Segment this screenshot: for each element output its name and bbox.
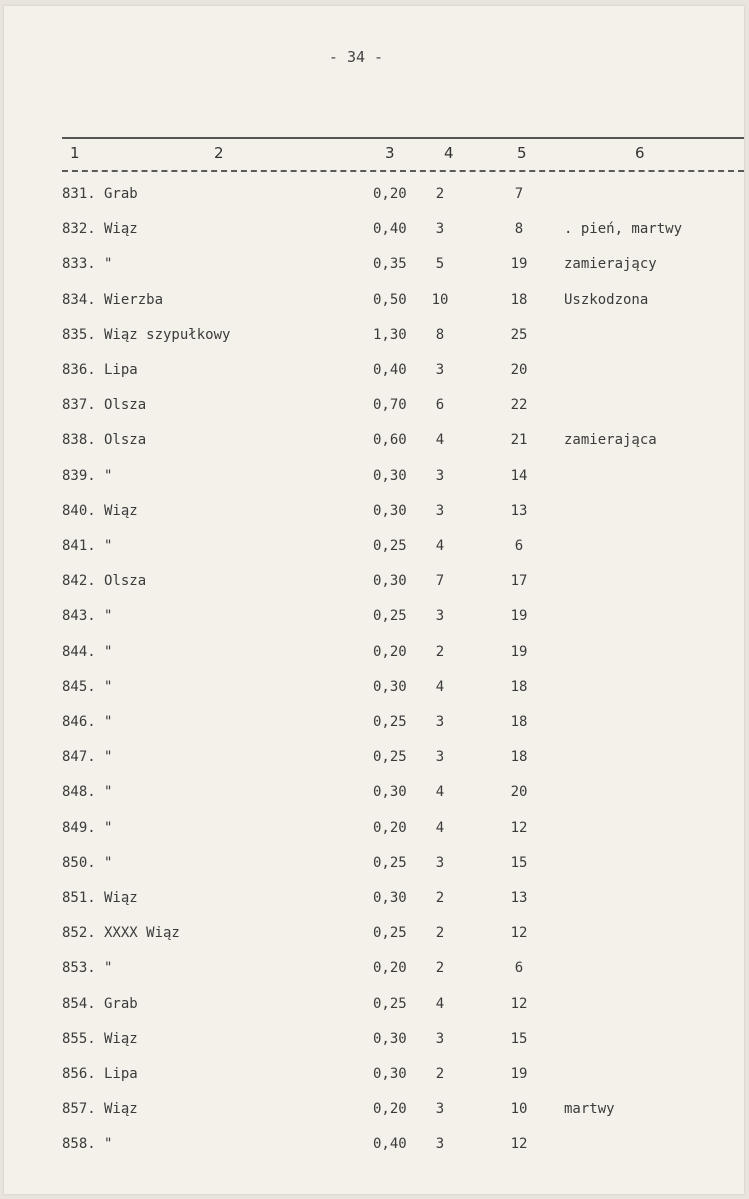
species-name: " bbox=[104, 608, 113, 625]
header-col-1: 1 bbox=[70, 144, 80, 162]
species-name: Olsza bbox=[104, 432, 147, 449]
species-name: " bbox=[104, 960, 113, 977]
row-number: 848. bbox=[62, 784, 96, 801]
height-value: 3 bbox=[435, 1030, 445, 1047]
table-row bbox=[4, 855, 744, 890]
diameter-value: 0,25 bbox=[373, 538, 407, 554]
row-number: 844. bbox=[62, 643, 96, 660]
species-name: " bbox=[104, 749, 113, 766]
age-value: 7 bbox=[514, 186, 524, 202]
row-number: 851. bbox=[62, 890, 96, 906]
age-value: 20 bbox=[510, 362, 528, 378]
age-value: 12 bbox=[510, 819, 528, 836]
age-value: 6 bbox=[514, 538, 524, 554]
diameter-value: 0,25 bbox=[373, 854, 407, 871]
table-row bbox=[4, 820, 744, 855]
height-value: 7 bbox=[435, 573, 445, 590]
table-row bbox=[4, 644, 744, 679]
table-row bbox=[4, 890, 744, 925]
row-number: 834. bbox=[62, 291, 96, 308]
table-row bbox=[4, 186, 744, 221]
height-value: 3 bbox=[435, 362, 445, 378]
height-value: 2 bbox=[435, 925, 445, 942]
table-row bbox=[4, 1101, 744, 1136]
row-number: 857. bbox=[62, 1101, 96, 1118]
table-row bbox=[4, 538, 744, 573]
age-value: 25 bbox=[510, 326, 528, 343]
species-name: XXXX Wiąz bbox=[104, 925, 180, 942]
age-value: 13 bbox=[510, 890, 528, 906]
species-name: Lipa bbox=[104, 1066, 138, 1082]
height-value: 8 bbox=[435, 326, 445, 343]
table-row bbox=[4, 960, 744, 995]
age-value: 14 bbox=[510, 467, 528, 484]
row-number: 854. bbox=[62, 995, 96, 1012]
species-name: " bbox=[104, 678, 113, 695]
species-name: " bbox=[104, 1136, 113, 1153]
species-name: " bbox=[104, 854, 113, 871]
height-value: 2 bbox=[435, 960, 445, 977]
table-row bbox=[4, 784, 744, 819]
height-value: 3 bbox=[435, 714, 445, 730]
species-name: Wiąz bbox=[104, 221, 138, 238]
table-row bbox=[4, 749, 744, 784]
row-number: 835. bbox=[62, 326, 96, 343]
table-row bbox=[4, 1066, 744, 1101]
age-value: 10 bbox=[510, 1101, 528, 1118]
table-header-rule bbox=[62, 170, 744, 172]
table-row bbox=[4, 679, 744, 714]
species-name: Grab bbox=[104, 995, 138, 1012]
diameter-value: 0,20 bbox=[373, 643, 407, 660]
species-name: " bbox=[104, 538, 113, 554]
note-text: martwy bbox=[564, 1101, 615, 1118]
diameter-value: 0,25 bbox=[373, 608, 407, 625]
species-name: Olsza bbox=[104, 397, 147, 414]
age-value: 18 bbox=[510, 714, 528, 730]
height-value: 3 bbox=[435, 221, 445, 238]
diameter-value: 0,30 bbox=[373, 784, 407, 801]
height-value: 3 bbox=[435, 608, 445, 625]
diameter-value: 0,40 bbox=[373, 362, 407, 378]
diameter-value: 1,30 bbox=[373, 326, 407, 343]
table-row bbox=[4, 327, 744, 362]
row-number: 832. bbox=[62, 221, 96, 238]
height-value: 6 bbox=[435, 397, 445, 414]
row-number: 847. bbox=[62, 749, 96, 766]
height-value: 5 bbox=[435, 256, 445, 273]
age-value: 13 bbox=[510, 502, 528, 519]
table-row bbox=[4, 468, 744, 503]
diameter-value: 0,25 bbox=[373, 749, 407, 766]
height-value: 3 bbox=[435, 1136, 445, 1153]
diameter-value: 0,20 bbox=[373, 819, 407, 836]
age-value: 18 bbox=[510, 749, 528, 766]
age-value: 8 bbox=[514, 221, 524, 238]
species-name: " bbox=[104, 467, 113, 484]
table-row bbox=[4, 573, 744, 608]
species-name: Wiąz bbox=[104, 890, 138, 906]
height-value: 4 bbox=[435, 784, 445, 801]
age-value: 6 bbox=[514, 960, 524, 977]
age-value: 21 bbox=[510, 432, 528, 449]
row-number: 840. bbox=[62, 502, 96, 519]
height-value: 3 bbox=[435, 749, 445, 766]
row-number: 849. bbox=[62, 819, 96, 836]
age-value: 19 bbox=[510, 1066, 528, 1082]
height-value: 3 bbox=[435, 467, 445, 484]
note-text: zamierający bbox=[564, 256, 657, 273]
table-row bbox=[4, 503, 744, 538]
species-name: Olsza bbox=[104, 573, 147, 590]
table-row bbox=[4, 714, 744, 749]
row-number: 839. bbox=[62, 467, 96, 484]
age-value: 12 bbox=[510, 925, 528, 942]
diameter-value: 0,25 bbox=[373, 925, 407, 942]
row-number: 852. bbox=[62, 925, 96, 942]
diameter-value: 0,25 bbox=[373, 995, 407, 1012]
header-col-4: 4 bbox=[444, 144, 454, 162]
species-name: " bbox=[104, 643, 113, 660]
species-name: " bbox=[104, 256, 113, 273]
height-value: 2 bbox=[435, 643, 445, 660]
age-value: 15 bbox=[510, 1030, 528, 1047]
table-row bbox=[4, 432, 744, 467]
age-value: 19 bbox=[510, 643, 528, 660]
diameter-value: 0,30 bbox=[373, 573, 407, 590]
age-value: 12 bbox=[510, 995, 528, 1012]
document-page bbox=[4, 6, 744, 1194]
diameter-value: 0,20 bbox=[373, 960, 407, 977]
note-text: zamierająca bbox=[564, 432, 657, 449]
note-text: . pień, martwy bbox=[564, 221, 683, 238]
age-value: 22 bbox=[510, 397, 528, 414]
row-number: 858. bbox=[62, 1136, 96, 1153]
row-number: 853. bbox=[62, 960, 96, 977]
age-value: 20 bbox=[510, 784, 528, 801]
diameter-value: 0,70 bbox=[373, 397, 407, 414]
species-name: " bbox=[104, 819, 113, 836]
species-name: Wierzba bbox=[104, 291, 164, 308]
height-value: 4 bbox=[435, 678, 445, 695]
row-number: 837. bbox=[62, 397, 96, 414]
diameter-value: 0,30 bbox=[373, 1030, 407, 1047]
header-col-6: 6 bbox=[635, 144, 645, 162]
table-top-rule bbox=[62, 137, 744, 139]
height-value: 3 bbox=[435, 1101, 445, 1118]
table-row bbox=[4, 292, 744, 327]
species-name: " bbox=[104, 784, 113, 801]
age-value: 15 bbox=[510, 854, 528, 871]
row-number: 838. bbox=[62, 432, 96, 449]
diameter-value: 0,35 bbox=[373, 256, 407, 273]
height-value: 3 bbox=[435, 502, 445, 519]
diameter-value: 0,20 bbox=[373, 186, 407, 202]
diameter-value: 0,20 bbox=[373, 1101, 407, 1118]
row-number: 836. bbox=[62, 362, 96, 378]
table-row bbox=[4, 1136, 744, 1171]
diameter-value: 0,50 bbox=[373, 291, 407, 308]
species-name: Lipa bbox=[104, 362, 138, 378]
table-row bbox=[4, 925, 744, 960]
table-row bbox=[4, 996, 744, 1031]
height-value: 2 bbox=[435, 890, 445, 906]
header-col-2: 2 bbox=[214, 144, 224, 162]
diameter-value: 0,40 bbox=[373, 221, 407, 238]
diameter-value: 0,25 bbox=[373, 714, 407, 730]
table-row bbox=[4, 256, 744, 291]
height-value: 4 bbox=[435, 819, 445, 836]
row-number: 841. bbox=[62, 538, 96, 554]
age-value: 19 bbox=[510, 256, 528, 273]
height-value: 2 bbox=[435, 186, 445, 202]
row-number: 833. bbox=[62, 256, 96, 273]
diameter-value: 0,40 bbox=[373, 1136, 407, 1153]
table-row bbox=[4, 221, 744, 256]
row-number: 855. bbox=[62, 1030, 96, 1047]
species-name: Wiąz szypułkowy bbox=[104, 326, 231, 343]
row-number: 831. bbox=[62, 186, 96, 202]
species-name: Wiąz bbox=[104, 502, 138, 519]
row-number: 843. bbox=[62, 608, 96, 625]
species-name: Grab bbox=[104, 186, 138, 202]
header-col-5: 5 bbox=[517, 144, 527, 162]
row-number: 856. bbox=[62, 1066, 96, 1082]
age-value: 18 bbox=[510, 678, 528, 695]
table-row bbox=[4, 397, 744, 432]
row-number: 845. bbox=[62, 678, 96, 695]
header-col-3: 3 bbox=[385, 144, 395, 162]
species-name: " bbox=[104, 714, 113, 730]
diameter-value: 0,30 bbox=[373, 890, 407, 906]
species-name: Wiąz bbox=[104, 1030, 138, 1047]
diameter-value: 0,30 bbox=[373, 678, 407, 695]
table-row bbox=[4, 608, 744, 643]
diameter-value: 0,30 bbox=[373, 502, 407, 519]
height-value: 4 bbox=[435, 538, 445, 554]
table-row bbox=[4, 1031, 744, 1066]
row-number: 842. bbox=[62, 573, 96, 590]
age-value: 17 bbox=[510, 573, 528, 590]
diameter-value: 0,60 bbox=[373, 432, 407, 449]
diameter-value: 0,30 bbox=[373, 1066, 407, 1082]
table-row bbox=[4, 362, 744, 397]
species-name: Wiąz bbox=[104, 1101, 138, 1118]
height-value: 10 bbox=[431, 291, 449, 308]
age-value: 19 bbox=[510, 608, 528, 625]
age-value: 18 bbox=[510, 291, 528, 308]
height-value: 4 bbox=[435, 432, 445, 449]
age-value: 12 bbox=[510, 1136, 528, 1153]
height-value: 2 bbox=[435, 1066, 445, 1082]
page-number: - 34 - bbox=[328, 48, 384, 66]
diameter-value: 0,30 bbox=[373, 467, 407, 484]
row-number: 846. bbox=[62, 714, 96, 730]
height-value: 3 bbox=[435, 854, 445, 871]
note-text: Uszkodzona bbox=[564, 291, 649, 308]
row-number: 850. bbox=[62, 854, 96, 871]
height-value: 4 bbox=[435, 995, 445, 1012]
